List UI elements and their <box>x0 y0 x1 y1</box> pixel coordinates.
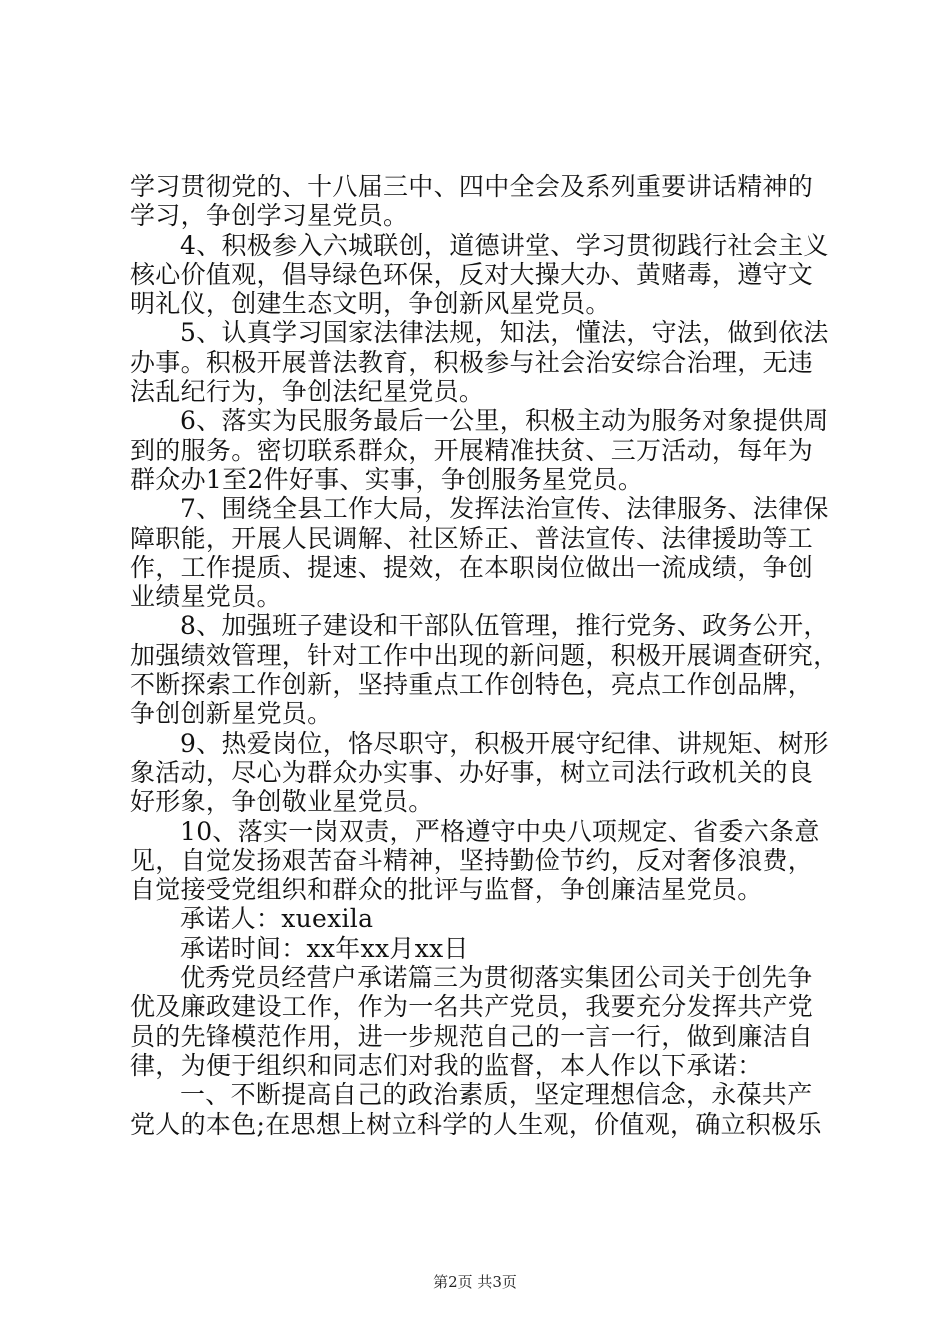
text-line: 障职能，开展人民调解、社区矫正、普法宣传、法律援助等工 <box>130 523 814 553</box>
text-line: 不断探索工作创新，坚持重点工作创特色，亮点工作创品牌， <box>130 670 814 700</box>
text-line: 8、加强班子建设和干部队伍管理，推行党务、政务公开， <box>180 611 829 641</box>
text-line: 法乱纪行为，争创法纪星党员。 <box>130 377 485 407</box>
text-line: 业绩星党员。 <box>130 582 282 612</box>
text-line: 9、热爱岗位，恪尽职守，积极开展守纪律、讲规矩、树形 <box>180 728 829 758</box>
text-line: 律，为便于组织和同志们对我的监督，本人作以下承诺： <box>130 1050 763 1080</box>
text-line: 见，自觉发扬艰苦奋斗精神，坚持勤俭节约，反对奢侈浪费， <box>130 845 814 875</box>
text-line: 好形象，争创敬业星党员。 <box>130 787 434 817</box>
text-line: 加强绩效管理，针对工作中出现的新问题，积极开展调查研究， <box>130 640 839 670</box>
text-line: 5、认真学习国家法律法规，知法，懂法，守法，做到依法 <box>180 318 829 348</box>
page-footer: 第2页 共3页 <box>433 1273 517 1291</box>
text-line: 学习，争创学习星党员。 <box>130 201 409 231</box>
document-body <box>130 172 839 1139</box>
text-line: 承诺时间：xx年xx月xx日 <box>180 933 469 963</box>
text-line: 象活动，尽心为群众办实事、办好事，树立司法行政机关的良 <box>130 757 814 787</box>
text-line: 核心价值观，倡导绿色环保，反对大操大办、黄赌毒，遵守文 <box>130 259 814 289</box>
text-line: 办事。积极开展普法教育，积极参与社会治安综合治理，无违 <box>130 347 814 377</box>
text-line: 6、落实为民服务最后一公里，积极主动为服务对象提供周 <box>180 406 829 436</box>
text-line: 一、不断提高自己的政治素质，坚定理想信念，永葆共产 <box>180 1080 813 1110</box>
text-line: 7、围绕全县工作大局，发挥法治宣传、法律服务、法律保 <box>180 494 829 524</box>
text-line: 4、积极参入六城联创，道德讲堂、学习贯彻践行社会主义 <box>180 230 829 260</box>
text-line: 10、落实一岗双责，严格遵守中央八项规定、省委六条意 <box>180 816 820 846</box>
text-line: 作，工作提质、提速、提效，在本职岗位做出一流成绩，争创 <box>130 552 814 582</box>
text-line: 优及廉政建设工作，作为一名共产党员，我要充分发挥共产党 <box>130 992 814 1022</box>
text-line: 党人的本色;在思想上树立科学的人生观，价值观，确立积极乐 <box>130 1109 822 1139</box>
text-line: 学习贯彻党的、十八届三中、四中全会及系列重要讲话精神的 <box>130 172 814 201</box>
text-line: 优秀党员经营户承诺篇三为贯彻落实集团公司关于创先争 <box>180 963 813 993</box>
text-line: 争创创新星党员。 <box>130 699 333 729</box>
text-line: 承诺人：xuexila <box>180 904 374 934</box>
text-line: 明礼仪，创建生态文明，争创新风星党员。 <box>130 289 611 319</box>
text-line: 员的先锋模范作用，进一步规范自己的一言一行，做到廉洁自 <box>130 1021 814 1051</box>
text-line: 群众办1至2件好事、实事，争创服务星党员。 <box>130 464 644 494</box>
text-line: 到的服务。密切联系群众，开展精准扶贫、三万活动，每年为 <box>130 435 814 465</box>
text-line: 自觉接受党组织和群众的批评与监督，争创廉洁星党员。 <box>130 875 763 905</box>
